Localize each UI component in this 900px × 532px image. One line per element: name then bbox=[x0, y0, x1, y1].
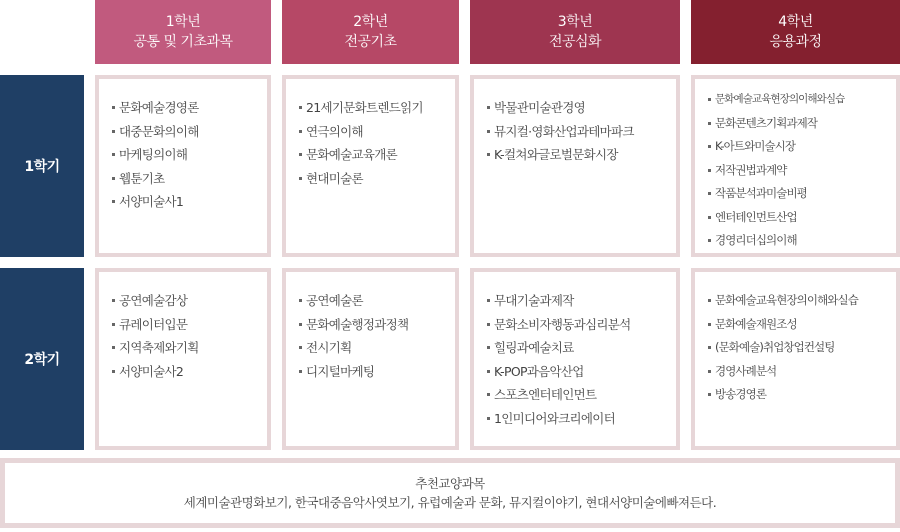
course-item: 문화예술경영론 bbox=[99, 96, 267, 120]
course-item: 21세기문화트렌드읽기 bbox=[286, 96, 455, 120]
course-cell-s2-y3 bbox=[470, 268, 680, 450]
course-item: 문화예술행정과정책 bbox=[286, 313, 455, 337]
course-item: 공연예술론 bbox=[286, 289, 455, 313]
course-item: 문화예술교육개론 bbox=[286, 143, 455, 167]
course-item: 웹툰기초 bbox=[99, 167, 267, 191]
course-item: 경영리더십의이해 bbox=[695, 229, 896, 253]
course-item: 무대기술과제작 bbox=[474, 289, 676, 313]
year-header-3-subtitle: 전공심화 bbox=[548, 34, 602, 50]
course-item: 경영사례분석 bbox=[695, 360, 896, 384]
course-item: 공연예술감상 bbox=[99, 289, 267, 313]
year-header-4 bbox=[691, 0, 900, 64]
year-header-2-title: 2학년 bbox=[353, 14, 388, 30]
course-item: 전시기획 bbox=[286, 336, 455, 360]
course-item: 문화예술재원조성 bbox=[695, 313, 896, 337]
course-item: 현대미술론 bbox=[286, 167, 455, 191]
recommended-electives-list: 세계미술관명화보기, 한국대중음악사엿보기, 유럽예술과 문화, 뮤지컬이야기, 현대서양미술에빠져든다. bbox=[183, 495, 717, 510]
course-cell-s1-y3 bbox=[470, 75, 680, 257]
course-item: 저작권법과계약 bbox=[695, 159, 896, 183]
course-item: 서양미술사2 bbox=[99, 360, 267, 384]
course-item: 뮤지컬·영화산업과테마파크 bbox=[474, 120, 676, 144]
year-header-2 bbox=[282, 0, 459, 64]
year-header-1 bbox=[95, 0, 271, 64]
course-item: 힐링과예술치료 bbox=[474, 336, 676, 360]
recommended-electives-title: 추천교양과목 bbox=[415, 476, 485, 491]
course-item: 문화예술교육현장의이해와실습 bbox=[695, 289, 896, 313]
course-item: 디지털마케팅 bbox=[286, 360, 455, 384]
year-header-1-subtitle: 공통 및 기초과목 bbox=[133, 34, 233, 50]
course-cell-s2-y4 bbox=[691, 268, 900, 450]
year-header-4-title: 4학년 bbox=[778, 14, 813, 30]
course-item: 문화소비자행동과심리분석 bbox=[474, 313, 676, 337]
course-item: 박물관미술관경영 bbox=[474, 96, 676, 120]
course-cell-s1-y4 bbox=[691, 75, 900, 257]
course-item: (문화예술)취업창업컨설팅 bbox=[695, 336, 896, 360]
year-header-1-title: 1학년 bbox=[165, 14, 201, 30]
course-cell-s2-y2 bbox=[282, 268, 459, 450]
course-item: 지역축제와기획 bbox=[99, 336, 267, 360]
course-item: K-POP과음악산업 bbox=[474, 360, 676, 384]
course-item: K-아트와미술시장 bbox=[695, 135, 896, 159]
recommended-electives-box bbox=[0, 458, 900, 528]
course-item: 방송경영론 bbox=[695, 383, 896, 407]
course-item: 문화콘텐츠기획과제작 bbox=[695, 112, 896, 136]
course-item: 대중문화의이해 bbox=[99, 120, 267, 144]
course-cell-s2-y1 bbox=[95, 268, 271, 450]
year-header-3-title: 3학년 bbox=[557, 14, 593, 30]
course-item: 스포츠엔터테인먼트 bbox=[474, 383, 676, 407]
course-item: 큐레이터입문 bbox=[99, 313, 267, 337]
course-item: 서양미술사1 bbox=[99, 190, 267, 214]
course-item: 1인미디어와크리에이터 bbox=[474, 407, 676, 431]
course-item: 작품분석과미술비평 bbox=[695, 182, 896, 206]
semester-label-1: 1학기 bbox=[0, 75, 84, 257]
course-cell-s1-y1 bbox=[95, 75, 271, 257]
course-item: 엔터테인먼트산업 bbox=[695, 206, 896, 230]
course-item: 연극의이해 bbox=[286, 120, 455, 144]
year-header-3 bbox=[470, 0, 680, 64]
course-item: K-컬쳐와글로벌문화시장 bbox=[474, 143, 676, 167]
course-item: 마케팅의이해 bbox=[99, 143, 267, 167]
year-header-2-subtitle: 전공기초 bbox=[344, 34, 397, 50]
semester-label-2: 2학기 bbox=[0, 268, 84, 450]
course-cell-s1-y2 bbox=[282, 75, 459, 257]
course-item: 문화예술교육현장의이해와실습 bbox=[695, 88, 896, 112]
year-header-4-subtitle: 응용과정 bbox=[769, 34, 822, 50]
